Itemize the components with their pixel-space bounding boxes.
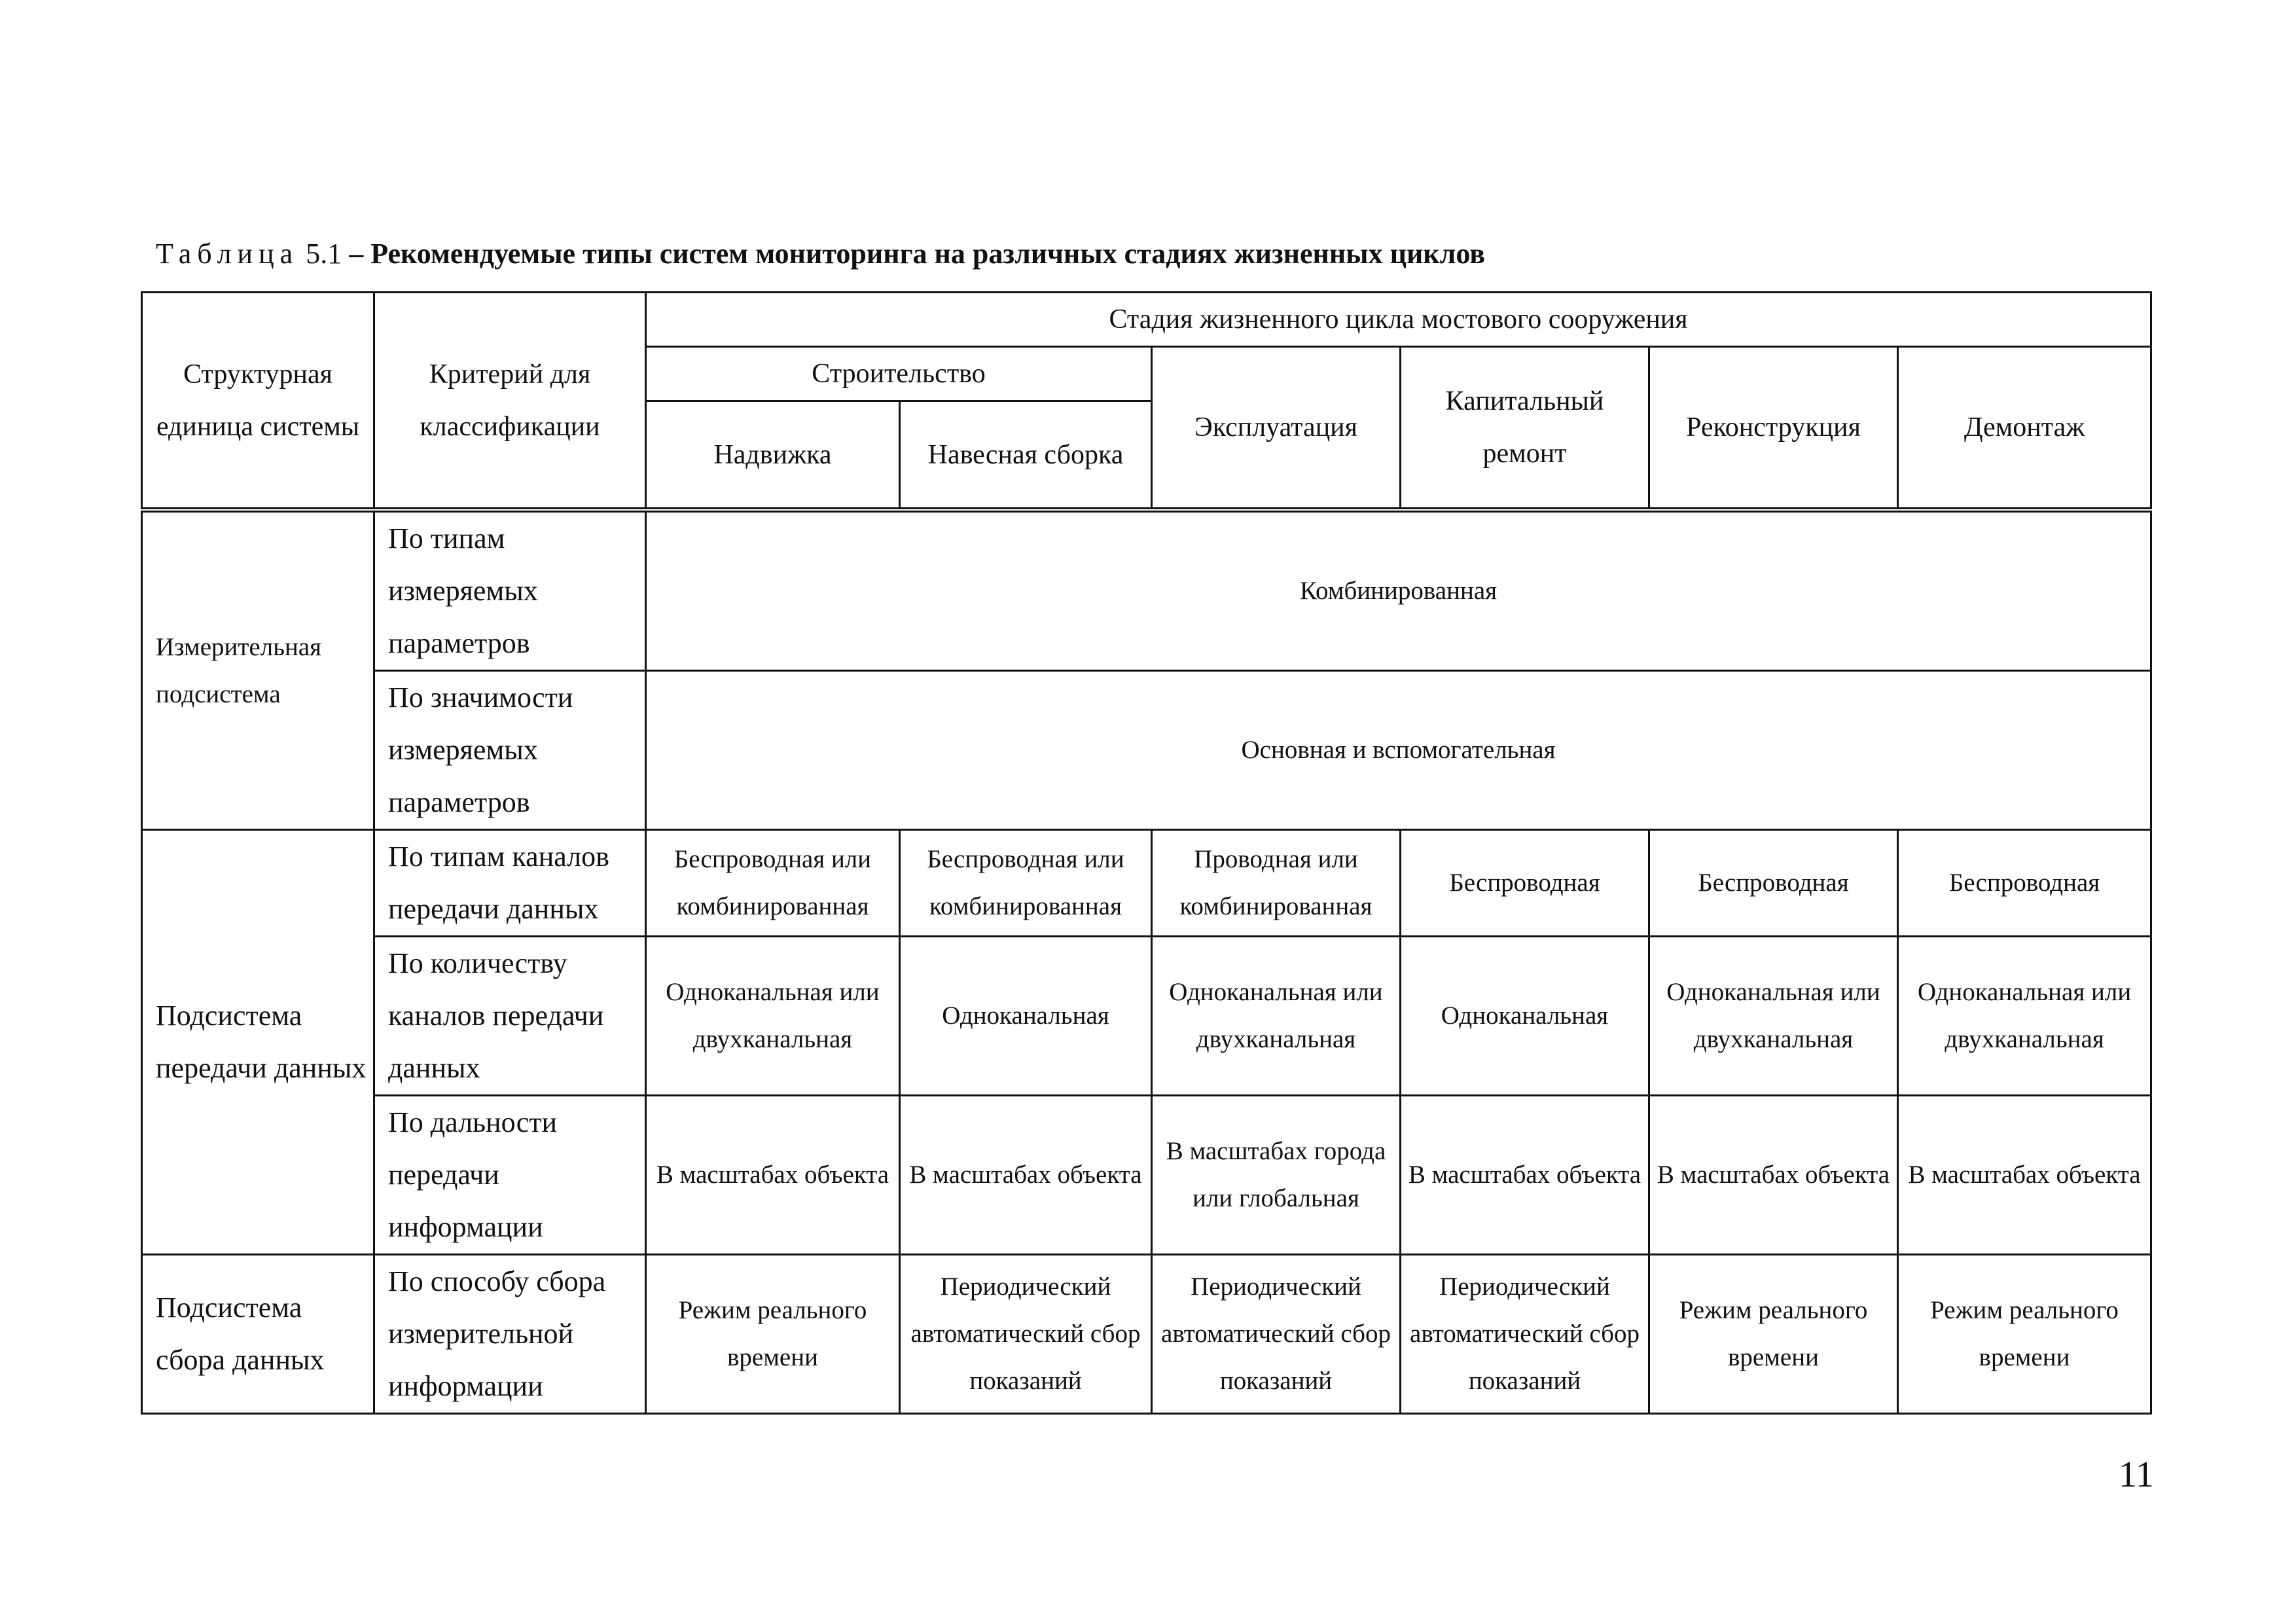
- row-criterion: По значимости измеряемых параметров: [374, 671, 646, 830]
- header-stage-dismantling: Демонтаж: [1898, 347, 2151, 509]
- header-construction: Строительство: [646, 347, 1152, 401]
- caption-prefix: Таблица: [156, 238, 299, 270]
- header-sub-launching: Надвижка: [646, 401, 900, 509]
- table-cell: Периодический автоматический сбор показаний: [1152, 1255, 1401, 1414]
- header-stage-operation: Эксплуатация: [1152, 347, 1401, 509]
- table-row: [142, 830, 2151, 937]
- row-criterion: По способу сбора измерительной информации: [374, 1255, 646, 1414]
- table-cell: В масштабах объекта: [1401, 1096, 1649, 1255]
- table-cell: Одноканальная или двухканальная: [1649, 937, 1898, 1096]
- table-cell: Беспроводная: [1649, 830, 1898, 937]
- header-lifecycle-stage: Стадия жизненного цикла мостового сооружения: [646, 293, 2151, 347]
- page-number: 11: [2119, 1454, 2154, 1495]
- table-row: [142, 512, 2151, 671]
- caption-number: 5.1: [306, 238, 342, 270]
- caption-dash: –: [349, 238, 364, 270]
- table-row: [142, 1255, 2151, 1414]
- table-row: [142, 937, 2151, 1096]
- table-row: [142, 671, 2151, 830]
- row-unit-collection: Подсистема сбора данных: [142, 1255, 374, 1414]
- table-header: [141, 291, 2152, 509]
- table-cell: Одноканальная: [1401, 937, 1649, 1096]
- table-cell: В масштабах объекта: [900, 1096, 1152, 1255]
- row-merged-value: Основная и вспомогательная: [646, 671, 2151, 830]
- header-structural-unit: Структурная единица системы: [142, 293, 374, 509]
- table-cell: В масштабах объекта: [1898, 1096, 2151, 1255]
- row-unit-transmission: Подсистема передачи данных: [142, 830, 374, 1255]
- table-cell: Беспроводная: [1898, 830, 2151, 937]
- table-cell: В масштабах объекта: [646, 1096, 900, 1255]
- table-cell: В масштабах города или глобальная: [1152, 1096, 1401, 1255]
- table-caption: [156, 234, 1485, 274]
- table-cell: Беспроводная или комбинированная: [646, 830, 900, 937]
- table-cell: Периодический автоматический сбор показаний: [900, 1255, 1152, 1414]
- table-cell: Режим реального времени: [1649, 1255, 1898, 1414]
- table-cell: Режим реального времени: [1898, 1255, 2151, 1414]
- row-unit-measuring: Измерительная подсистема: [142, 512, 374, 830]
- table-cell: В масштабах объекта: [1649, 1096, 1898, 1255]
- header-stage-reconstruction: Реконструкция: [1649, 347, 1898, 509]
- table-cell: Одноканальная или двухканальная: [646, 937, 900, 1096]
- table-cell: Одноканальная: [900, 937, 1152, 1096]
- row-criterion: По количеству каналов передачи данных: [374, 937, 646, 1096]
- table-cell: Проводная или комбинированная: [1152, 830, 1401, 937]
- row-criterion: По дальности передачи информации: [374, 1096, 646, 1255]
- table-cell: Беспроводная: [1401, 830, 1649, 937]
- table-row: [142, 1096, 2151, 1255]
- header-sub-cantilever-assembly: Навесная сборка: [900, 401, 1152, 509]
- table-cell: Периодический автоматический сбор показаний: [1401, 1255, 1649, 1414]
- caption-title: Рекомендуемые типы систем мониторинга на различных стадиях жизненных циклов: [370, 238, 1485, 270]
- header-stage-major-repair: Капитальный ремонт: [1401, 347, 1649, 509]
- table-cell: Одноканальная или двухканальная: [1152, 937, 1401, 1096]
- header-criterion: Критерий для классификации: [374, 293, 646, 509]
- table-cell: Режим реального времени: [646, 1255, 900, 1414]
- row-merged-value: Комбинированная: [646, 512, 2151, 671]
- table-body: [141, 511, 2152, 1415]
- row-criterion: По типам измеряемых параметров: [374, 512, 646, 671]
- table-cell: Беспроводная или комбинированная: [900, 830, 1152, 937]
- row-criterion: По типам каналов передачи данных: [374, 830, 646, 937]
- table-cell: Одноканальная или двухканальная: [1898, 937, 2151, 1096]
